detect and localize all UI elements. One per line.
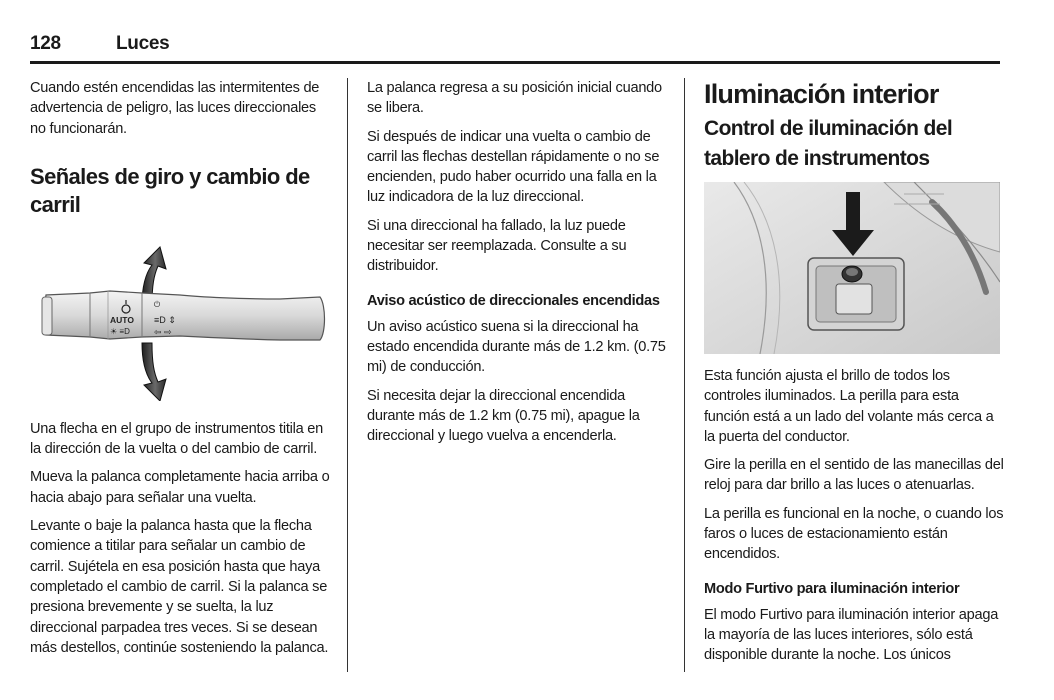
dimmer-knob [842, 266, 862, 282]
body-paragraph: El modo Furtivo para iluminación interior apaga la mayoría de las luces interiores, sólo está disponible durante la noche. Los únicos [704, 606, 999, 664]
section-title: Luces [116, 33, 170, 54]
intro-paragraph: Cuando estén encendidas las intermitentes de advertencia de peligro, las luces direccionales no funcionarán. [30, 80, 320, 137]
body-paragraph: La perilla es funcional en la noche, o cuando los faros o luces de estacionamiento están encendidos. [704, 505, 1004, 563]
body-paragraph: Si una direccional ha fallado, la luz puede necesitar ser reemplazada. Consulte a su distribuidor. [367, 217, 627, 275]
auto-label: AUTO [110, 314, 134, 325]
interior-lighting-title: Iluminación interior [704, 79, 939, 109]
lever-body [42, 291, 325, 340]
dimmer-drawing [704, 182, 1000, 354]
turn-signal-heading: Señales de giro y cambio de carril [30, 163, 310, 217]
body-paragraph: Una flecha en el grupo de instrumentos titila en la dirección de la vuelta o del cambio de carril. [30, 420, 324, 458]
svg-text:⏻: ⏻ [153, 299, 161, 309]
body-paragraph: Si necesita dejar la direccional encendida durante más de 1.2 km (0.75 mi), apague la direccional y luego vuelva a encenderla. [367, 387, 640, 445]
turn-arrows-icon: ⇦ ⇨ [154, 326, 172, 337]
column-right [704, 78, 1004, 674]
body-paragraph: La palanca regresa a su posición inicial cuando se libera. [367, 80, 662, 117]
body-paragraph: Levante o baje la palanca hasta que la flecha comience a titilar para señalar un cambio de carril. Sujétela en esa posición hasta que haya completado el cambio de carril. Si la palanca se presiona brevemente y se suelta, la luz direccional parpadea tres veces. Si se desean más destellos, continúe sosteniendo la palanca. [30, 518, 329, 656]
body-paragraph: Esta función ajusta el brillo de todos los controles iluminados. La perilla para esta función está a un lado del volante más cerca a la puerta del conductor. [704, 368, 994, 445]
body-paragraph: Un aviso acústico suena si la direccional ha estado encendida durante más de 1.2 km. (0.75 mi) de conducción. [367, 318, 666, 376]
high-beam-icon: ≡D ⇕ [154, 314, 176, 325]
column-divider [684, 78, 685, 672]
lever-drawing [30, 233, 330, 401]
turn-signal-lever-illustration [30, 233, 330, 401]
page-number: 128 [30, 33, 61, 54]
body-paragraph: Gire la perilla en el sentido de las manecillas del reloj para dar brillo a las luces o atenuarlas. [704, 457, 1004, 494]
down-arrow-icon [142, 343, 166, 401]
turn-chime-heading: Aviso acústico de direccionales encendidas [367, 292, 660, 309]
body-paragraph: Si después de indicar una vuelta o cambio de carril las flechas destellan rápidamente o no se encienden, pudo haber ocurrido una falla en la luz indicadora de la luz direccional. [367, 128, 660, 206]
page-header [30, 30, 1000, 64]
stealth-mode-heading: Modo Furtivo para iluminación interior [704, 580, 960, 597]
body-paragraph: Mueva la palanca completamente hacia arriba o hacia abajo para señalar una vuelta. [30, 469, 330, 506]
column-divider [347, 78, 348, 672]
column-left [30, 78, 330, 666]
dimmer-knob-illustration [704, 182, 1000, 354]
dash-lighting-subtitle: Control de iluminación del tablero de instrumentos [704, 117, 953, 170]
column-middle [367, 78, 667, 454]
parking-light-icon: ☀ ≡D [110, 326, 130, 336]
header-rule [30, 61, 1000, 64]
